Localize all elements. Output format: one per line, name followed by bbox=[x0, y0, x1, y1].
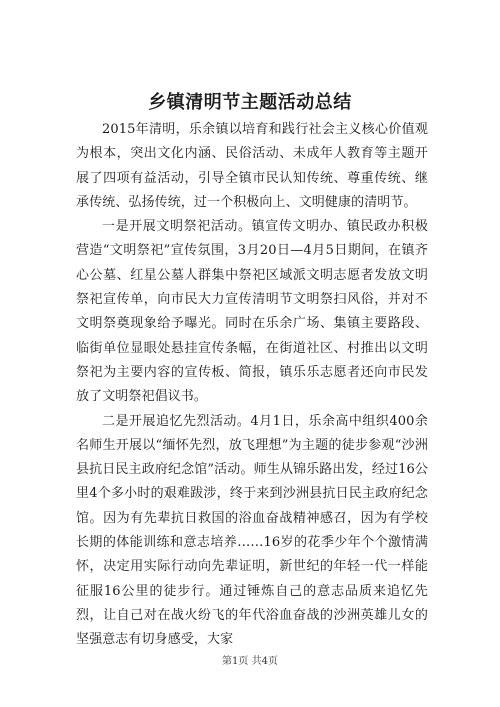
page-footer: 第1页 共4页 bbox=[222, 656, 278, 667]
document-body bbox=[76, 118, 428, 653]
paragraph-civilized-sacrifice: 一是开展文明祭祀活动。镇宣传文明办、镇民政办积极营造“文明祭祀”宣传氛围，3月20日—4月5日期间，在镇齐心公墓、红星公墓人群集中祭祀区域派文明志愿者发放文明祭祀宣传单，向市民大力宣传清明节文明祭扫风俗，并对不文明祭奠现象给予曝光。同时在乐余广场、集镇主要路段、临街单位显眼处悬挂宣传条幅，在街道社区、村推出以文明祭祀为主要内容的宣传板、简报，镇乐乐志愿者还向市民发放了文明祭祀倡议书。 bbox=[76, 219, 428, 405]
document-title: 乡镇清明节主题活动总结 bbox=[148, 92, 352, 113]
paragraph-intro: 2015年清明，乐余镇以培育和践行社会主义核心价值观为根本，突出文化内涵、民俗活动、未成年人教育等主题开展了四项有益活动，引导全镇市民认知传统、尊重传统、继承传统、弘扬传统，过一个积极向上、文明健康的清明节。 bbox=[76, 122, 428, 210]
paragraph-martyrs-memorial: 二是开展追忆先烈活动。4月1日，乐余高中组织400余名师生开展以“缅怀先烈，放飞理想”为主题的徒步参观“沙洲县抗日民主政府纪念馆”活动。师生从锦乐路出发，经过16公里4个多小时的艰难跋涉，终于来到沙洲县抗日民主政府纪念馆。因为有先辈抗日救国的浴血奋战精神感召，因为有学校长期的体能训练和意志培养……16岁的花季少年个个激情满怀，决定用实际行动向先辈证明，新世纪的年轻一代一样能征服16公里的徒步行。通过锤炼自己的意志品质来追忆先烈，让自己对在战火纷飞的年代浴血奋战的沙洲英雄儿女的坚强意志有切身感受，大家 bbox=[76, 413, 428, 648]
